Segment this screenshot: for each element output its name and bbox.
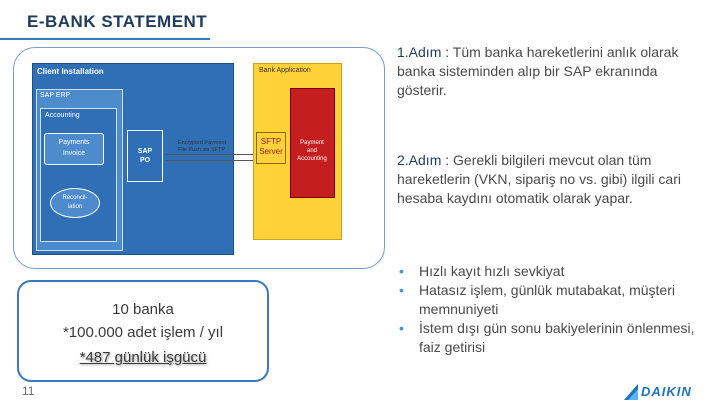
bullet-text: İstem dışı gün sonu bakiyelerinin önlenmesi, faiz getirisi	[419, 320, 695, 355]
step-1-lead: 1.Adım :	[397, 44, 450, 60]
list-item	[395, 262, 695, 281]
title-underline	[0, 38, 210, 40]
callout-line-workforce: *487 günlük işgücü	[79, 349, 207, 366]
sftp-label-2: Server	[259, 147, 283, 156]
step-1-text: Tüm banka hareketlerini anlık olarak banka sisteminden alıp bir SAP ekranında gösterir.	[397, 44, 679, 98]
list-item	[395, 281, 695, 319]
sftp-server-box	[256, 132, 286, 164]
bullet-icon: •	[399, 320, 404, 336]
flow-arrow-line	[165, 154, 255, 155]
flow-label-1: Encrypted Payment	[178, 140, 226, 146]
client-installation-label: Client Installation	[37, 67, 104, 76]
reconcile-label: Reconcil-	[62, 195, 88, 201]
step-2-text: Gerekli bilgileri mevcut olan tüm hareketlerin (VKN, sipariş no vs. gibi) ilgili cari hesaba kaydını otomatik olarak yapar.	[397, 152, 681, 206]
sap-erp-label: SAP ERP	[40, 92, 71, 99]
benefits-list	[395, 262, 695, 357]
bullet-text: Hatasız işlem, günlük mutabakat, müşteri memnuniyeti	[419, 282, 675, 317]
bullet-icon: •	[399, 282, 404, 298]
step-2-lead: 2.Adım :	[397, 152, 450, 168]
callout-line-transactions: *100.000 adet işlem / yıl	[62, 324, 224, 341]
page-number: 11	[22, 384, 35, 398]
sftp-label-1: SFTP	[260, 137, 282, 146]
reconcile-label-2: iation	[67, 204, 83, 210]
callout-line-banks: 10 banka	[112, 301, 174, 318]
red-label-2: and	[306, 148, 317, 154]
payments-label: Payments	[58, 139, 90, 146]
page-title: E-BANK STATEMENT	[27, 12, 208, 31]
flow-label	[178, 140, 250, 154]
payments-invoice-box	[44, 133, 104, 165]
flow-arrow-line-2	[165, 160, 255, 161]
reconciliation-ellipse	[50, 188, 100, 218]
invoice-label: Invoice	[62, 150, 86, 157]
accounting-label: Accounting	[45, 112, 80, 119]
accounting-box	[40, 108, 117, 242]
sap-po-label-1: SAP	[137, 148, 153, 155]
bank-application-label: Bank Application	[259, 67, 311, 74]
sap-po-box	[127, 130, 163, 182]
red-label-1: Payment	[300, 140, 324, 146]
red-label-3: Accounting	[297, 156, 327, 162]
flow-label-2: File Push via SFTP	[178, 147, 226, 153]
bullet-text: Hızlı kayıt hızlı sevkiyat	[419, 263, 565, 279]
step-2	[397, 151, 707, 208]
payment-accounting-label	[292, 139, 332, 163]
daikin-logo-text: DAIKIN	[641, 384, 692, 399]
sap-po-label-2: PO	[139, 157, 151, 164]
list-item	[395, 319, 695, 357]
step-1	[397, 43, 707, 100]
bullet-icon: •	[399, 263, 404, 279]
